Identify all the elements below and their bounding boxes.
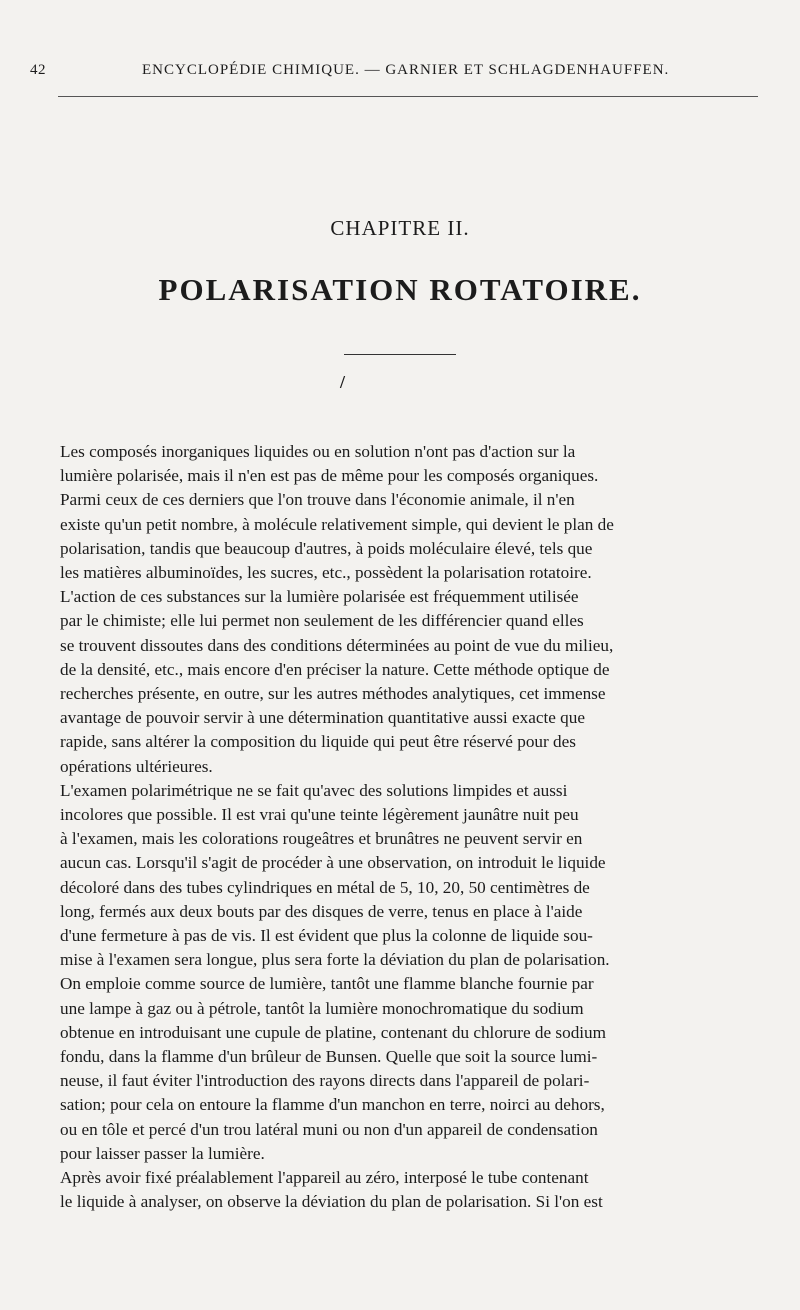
text-line: de la densité, etc., mais encore d'en préciser la nature. Cette méthode optique de: [60, 659, 610, 679]
text-line: aucun cas. Lorsqu'il s'agit de procéder à une observation, on introduit le liquide: [60, 853, 606, 873]
text-line: ou en tôle et percé d'un trou latéral muni ou non d'un appareil de condensation: [60, 1119, 598, 1139]
text-line: polarisation, tandis que beaucoup d'autres, à poids moléculaire élevé, tels que: [60, 538, 593, 558]
stray-mark: /: [340, 372, 346, 392]
text-line: décoloré dans des tubes cylindriques en métal de 5, 10, 20, 50 centimètres de: [60, 877, 590, 897]
text-line: mise à l'examen sera longue, plus sera forte la déviation du plan de polarisation.: [60, 950, 610, 970]
header-rule: [58, 96, 758, 97]
chapter-title: POLARISATION ROTATOIRE.: [158, 272, 642, 307]
text-line: incolores que possible. Il est vrai qu'une teinte légèrement jaunâtre nuit peu: [60, 805, 579, 825]
text-line: recherches présente, en outre, sur les autres méthodes analytiques, cet immense: [60, 684, 606, 704]
text-line: se trouvent dissoutes dans des conditions déterminées au point de vue du milieu,: [60, 635, 614, 655]
text-line: neuse, il faut éviter l'introduction des rayons directs dans l'appareil de polari-: [60, 1071, 590, 1091]
text-line: L'action de ces substances sur la lumière polarisée est fréquemment utilisée: [60, 587, 579, 607]
text-line: fondu, dans la flamme d'un brûleur de Bunsen. Quelle que soit la source lumi-: [60, 1047, 598, 1067]
text-line: opérations ultérieures.: [60, 756, 213, 776]
text-line: Après avoir fixé préalablement l'appareil au zéro, interposé le tube contenant: [60, 1168, 589, 1188]
text-line: On emploie comme source de lumière, tantôt une flamme blanche fournie par: [60, 974, 594, 994]
paragraph: [60, 1166, 765, 1214]
title-rule: [344, 354, 456, 355]
text-line: long, fermés aux deux bouts par des disques de verre, tenus en place à l'aide: [60, 901, 583, 921]
text-line: existe qu'un petit nombre, à molécule relativement simple, qui devient le plan de: [60, 514, 614, 534]
chapter-label: CHAPITRE II.: [330, 216, 470, 240]
text-line: d'une fermeture à pas de vis. Il est évident que plus la colonne de liquide sou-: [60, 926, 593, 946]
text-line: par le chimiste; elle lui permet non seulement de les différencier quand elles: [60, 611, 584, 631]
text-line: lumière polarisée, mais il n'en est pas de même pour les composés organiques.: [60, 466, 599, 486]
text-line: L'examen polarimétrique ne se fait qu'avec des solutions limpides et aussi: [60, 780, 568, 800]
body-text: [60, 440, 765, 1215]
text-line: avantage de pouvoir servir à une détermination quantitative aussi exacte que: [60, 708, 585, 728]
text-line: rapide, sans altérer la composition du liquide qui peut être réservé pour des: [60, 732, 576, 752]
paragraph: [60, 779, 765, 1166]
text-line: obtenue en introduisant une cupule de platine, contenant du chlorure de sodium: [60, 1022, 607, 1042]
text-line: pour laisser passer la lumière.: [60, 1143, 265, 1163]
text-line: sation; pour cela on entoure la flamme d'un manchon en terre, noirci au dehors,: [60, 1095, 605, 1115]
text-line: à l'examen, mais les colorations rougeâtres et brunâtres ne peuvent servir en: [60, 829, 583, 849]
text-line: Parmi ceux de ces derniers que l'on trouve dans l'économie animale, il n'en: [60, 490, 575, 510]
paragraph: [60, 440, 765, 779]
text-line: le liquide à analyser, on observe la déviation du plan de polarisation. Si l'on est: [60, 1192, 603, 1212]
text-line: les matières albuminoïdes, les sucres, etc., possèdent la polarisation rotatoire.: [60, 563, 592, 583]
text-line: une lampe à gaz ou à pétrole, tantôt la lumière monochromatique du sodium: [60, 998, 584, 1018]
running-title: ENCYCLOPÉDIE CHIMIQUE. — GARNIER ET SCHLAGDENHAUFFEN.: [142, 62, 670, 78]
text-line: Les composés inorganiques liquides ou en solution n'ont pas d'action sur la: [60, 442, 576, 461]
running-header: [30, 62, 770, 84]
page-number: 42: [30, 62, 46, 78]
